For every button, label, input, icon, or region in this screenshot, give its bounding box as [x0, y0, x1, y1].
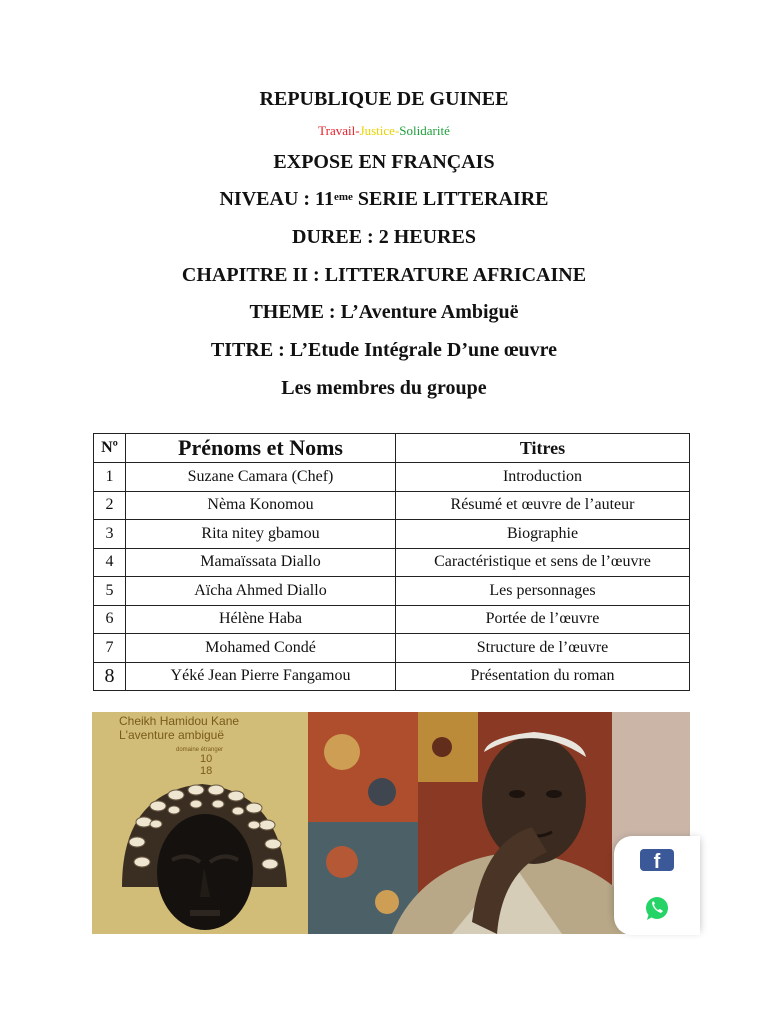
- row-number: 5: [94, 577, 126, 606]
- table-row: [94, 634, 690, 663]
- member-title: Les personnages: [396, 577, 690, 606]
- table-row: [94, 577, 690, 606]
- chapitre-line: CHAPITRE II : LITTERATURE AFRICAINE: [181, 264, 587, 286]
- motto-sep-2: -: [394, 123, 400, 138]
- member-name: Suzane Camara (Chef): [126, 463, 396, 492]
- niveau-prefix: NIVEAU : 11: [219, 188, 334, 210]
- country-title: REPUBLIQUE DE GUINEE: [259, 88, 509, 110]
- whatsapp-icon: [614, 885, 700, 935]
- member-name: Mohamed Condé: [126, 634, 396, 663]
- row-number: 8: [94, 662, 126, 691]
- member-name: Mamaïssata Diallo: [126, 548, 396, 577]
- member-title: Introduction: [396, 463, 690, 492]
- row-number: 2: [94, 491, 126, 520]
- book-author: Cheikh Hamidou Kane: [119, 714, 240, 728]
- member-title: Présentation du roman: [396, 662, 690, 691]
- niveau-suffix: SERIE LITTERAIRE: [352, 188, 549, 210]
- member-title: Résumé et œuvre de l’auteur: [396, 491, 690, 520]
- book-title: L'aventure ambiguë: [119, 728, 225, 742]
- theme-line: THEME : L’Aventure Ambiguë: [249, 301, 519, 323]
- duree-line: DUREE : 2 HEURES: [292, 226, 476, 248]
- expose-title: EXPOSE EN FRANÇAIS: [273, 151, 495, 173]
- row-number: 7: [94, 634, 126, 663]
- col-names-header: Prénoms et Noms: [126, 434, 396, 463]
- publisher-top: 10: [200, 753, 213, 765]
- member-name: Rita nitey gbamou: [126, 520, 396, 549]
- table-row: [94, 520, 690, 549]
- motto: [0, 123, 768, 139]
- col-no-header: Nº: [94, 434, 126, 463]
- svg-text:f: f: [653, 851, 661, 873]
- member-title: Biographie: [396, 520, 690, 549]
- niveau-sup: eme: [333, 191, 353, 203]
- whatsapp-share[interactable]: [614, 885, 700, 935]
- table-row: [94, 463, 690, 492]
- table-row: [94, 491, 690, 520]
- motto-sep-1: -: [355, 123, 360, 138]
- row-number: 1: [94, 463, 126, 492]
- publisher-bottom: 18: [200, 765, 213, 777]
- members-table: [93, 433, 690, 691]
- member-title: Caractéristique et sens de l’œuvre: [396, 548, 690, 577]
- col-titles-header: Titres: [396, 434, 690, 463]
- member-name: Nèma Konomou: [126, 491, 396, 520]
- row-number: 6: [94, 605, 126, 634]
- member-name: Aïcha Ahmed Diallo: [126, 577, 396, 606]
- member-name: Hélène Haba: [126, 605, 396, 634]
- members-heading: Les membres du groupe: [281, 377, 487, 399]
- titre-line: TITRE : L’Etude Intégrale D’une œuvre: [210, 339, 558, 361]
- table-row: [94, 662, 690, 691]
- table-header-row: [94, 434, 690, 463]
- member-name: Yéké Jean Pierre Fangamou: [126, 662, 396, 691]
- table-row: [94, 605, 690, 634]
- member-title: Portée de l’œuvre: [396, 605, 690, 634]
- book-and-author-photo: [92, 712, 690, 934]
- motto-travail: Travail: [318, 123, 356, 138]
- row-number: 3: [94, 520, 126, 549]
- niveau-line: [0, 187, 768, 211]
- book-collection: domaine étranger: [176, 747, 224, 753]
- row-number: 4: [94, 548, 126, 577]
- member-title: Structure de l’œuvre: [396, 634, 690, 663]
- table-row: [94, 548, 690, 577]
- motto-justice: Justice: [359, 123, 395, 138]
- motto-solidarite: Solidarité: [399, 123, 450, 138]
